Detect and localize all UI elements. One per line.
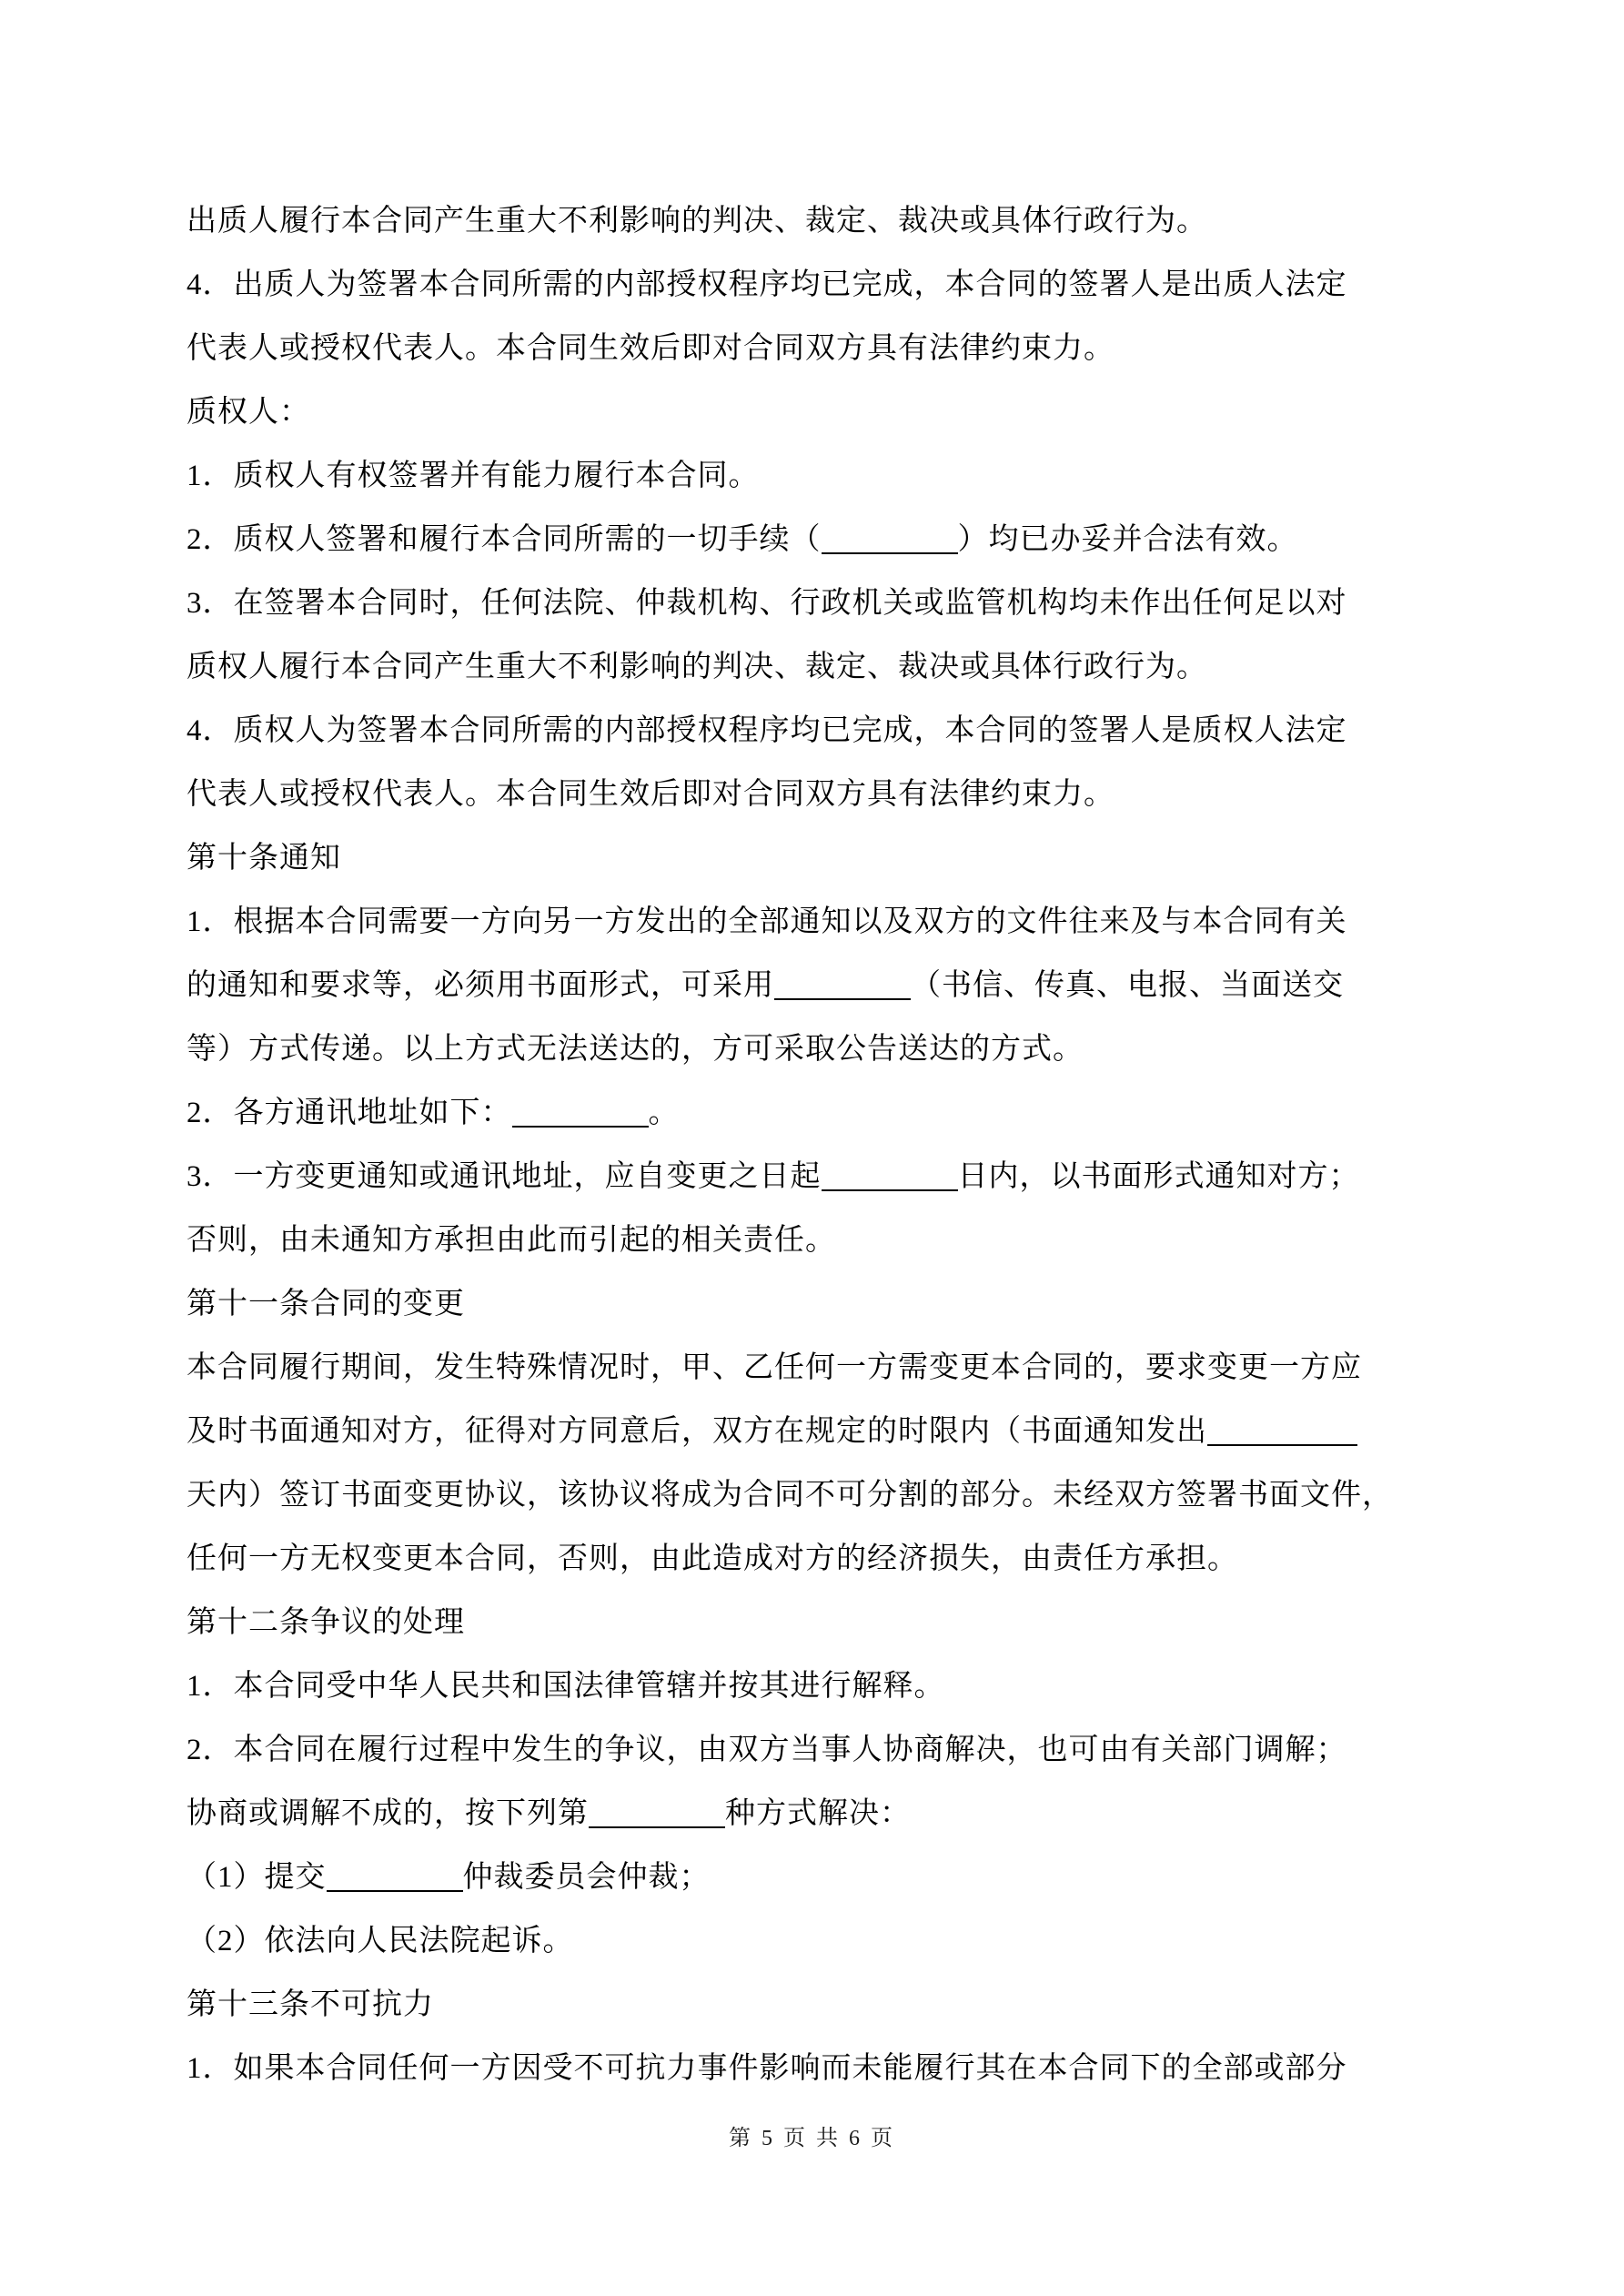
fill-in-blank: [589, 1799, 725, 1828]
fill-in-blank: [822, 525, 958, 554]
document-line: [187, 1846, 1451, 1909]
document-line: [187, 444, 1451, 508]
text-segment: 第十条通知: [187, 842, 341, 875]
text-segment: 质权人：: [187, 396, 310, 429]
text-segment: ）均已办妥并合法有效。: [957, 523, 1298, 556]
text-segment: 日内，以书面形式通知对方；: [957, 1160, 1360, 1193]
section-heading-line: [187, 1973, 1451, 2037]
document-line: [187, 1400, 1451, 1463]
text-segment: 3．一方变更通知或通讯地址，应自变更之日起: [187, 1160, 822, 1193]
section-heading-line: [187, 826, 1451, 890]
text-segment: 的通知和要求等，必须用书面形式，可采用: [187, 969, 774, 1002]
text-segment: 代表人或授权代表人。本合同生效后即对合同双方具有法律约束力。: [187, 332, 1115, 365]
section-heading-line: [187, 1591, 1451, 1654]
text-segment: （书信、传真、电报、当面送交: [911, 969, 1344, 1002]
document-line: [187, 189, 1451, 253]
text-segment: 。: [648, 1097, 680, 1129]
document-line: [187, 1463, 1451, 1527]
text-segment: 1．如果本合同任何一方因受不可抗力事件影响而未能履行其在本合同下的全部或部分: [187, 2052, 1347, 2085]
document-line: [187, 1209, 1451, 1272]
text-segment: 4．出质人为签署本合同所需的内部授权程序均已完成，本合同的签署人是出质人法定: [187, 268, 1347, 301]
text-segment: 代表人或授权代表人。本合同生效后即对合同双方具有法律约束力。: [187, 778, 1115, 811]
document-line: [187, 2037, 1451, 2100]
document-line: [187, 763, 1451, 826]
document-line: [187, 317, 1451, 380]
text-segment: 第十一条合同的变更: [187, 1288, 465, 1320]
text-segment: 3．在签署本合同时，任何法院、仲裁机构、行政机关或监管机构均未作出任何足以对: [187, 587, 1347, 620]
document-line: [187, 380, 1451, 444]
text-segment: 天内）签订书面变更协议，该协议将成为合同不可分割的部分。未经双方签署书面文件，: [187, 1479, 1393, 1512]
text-segment: 2．本合同在履行过程中发生的争议，由双方当事人协商解决，也可由有关部门调解；: [187, 1734, 1347, 1766]
text-segment: 本合同履行期间，发生特殊情况时，甲、乙任何一方需变更本合同的，要求变更一方应: [187, 1351, 1362, 1384]
document-line: [187, 253, 1451, 317]
document-line: [187, 508, 1451, 571]
fill-in-blank: [822, 1162, 958, 1191]
text-segment: 2．各方通讯地址如下：: [187, 1097, 512, 1129]
document-line: [187, 699, 1451, 763]
page-footer: 第 5 页 共 6 页: [729, 2127, 895, 2150]
text-segment: 等）方式传递。以上方式无法送达的，方可采取公告送达的方式。: [187, 1033, 1084, 1066]
text-segment: 第十二条争议的处理: [187, 1606, 465, 1639]
text-segment: 及时书面通知对方，征得对方同意后，双方在规定的时限内（书面通知发出: [187, 1415, 1207, 1448]
fill-in-blank: [774, 971, 911, 1000]
document-line: [187, 1081, 1451, 1145]
document-line: [187, 1017, 1451, 1081]
text-segment: （2）依法向人民法院起诉。: [187, 1925, 574, 1957]
text-segment: （1）提交: [187, 1861, 327, 1894]
document-line: [187, 635, 1451, 699]
document-line: [187, 1909, 1451, 1973]
text-segment: 4．质权人为签署本合同所需的内部授权程序均已完成，本合同的签署人是质权人法定: [187, 714, 1347, 747]
fill-in-blank: [1207, 1417, 1357, 1446]
text-segment: 质权人履行本合同产生重大不利影响的判决、裁定、裁决或具体行政行为。: [187, 651, 1207, 683]
document-line: [187, 1145, 1451, 1209]
document-line: [187, 571, 1451, 635]
text-segment: 2．质权人签署和履行本合同所需的一切手续（: [187, 523, 822, 556]
document-line: [187, 1527, 1451, 1591]
document-line: [187, 1336, 1451, 1400]
fill-in-blank: [512, 1098, 649, 1128]
text-segment: 任何一方无权变更本合同，否则，由此造成对方的经济损失，由责任方承担。: [187, 1542, 1238, 1575]
text-segment: 1．根据本合同需要一方向另一方发出的全部通知以及双方的文件往来及与本合同有关: [187, 905, 1347, 938]
text-segment: 否则，由未通知方承担由此而引起的相关责任。: [187, 1224, 836, 1257]
section-heading-line: [187, 1272, 1451, 1336]
document-body: [187, 189, 1451, 2100]
document-line: [187, 1654, 1451, 1718]
document-line: [187, 1718, 1451, 1782]
document-line: [187, 890, 1451, 954]
text-segment: 种方式解决：: [725, 1797, 911, 1830]
document-line: [187, 954, 1451, 1017]
text-segment: 出质人履行本合同产生重大不利影响的判决、裁定、裁决或具体行政行为。: [187, 205, 1207, 238]
text-segment: 协商或调解不成的，按下列第: [187, 1797, 589, 1830]
text-segment: 仲裁委员会仲裁；: [462, 1861, 711, 1894]
text-segment: 1．本合同受中华人民共和国法律管辖并按其进行解释。: [187, 1670, 945, 1703]
text-segment: 1．质权人有权签署并有能力履行本合同。: [187, 460, 760, 492]
text-segment: 第十三条不可抗力: [187, 1988, 434, 2021]
document-line: [187, 1782, 1451, 1846]
fill-in-blank: [327, 1863, 463, 1892]
